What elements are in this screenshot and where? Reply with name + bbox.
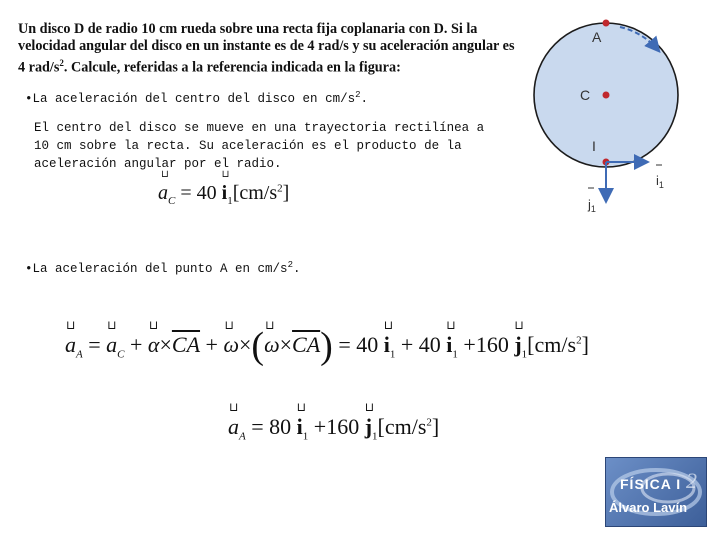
label-j1: $j_1$ — [588, 197, 596, 214]
equation-center-acceleration: ⊔ $a_C = 40$ ⊔ $i_1[cm/s^2]$ — [158, 169, 290, 207]
bullet-icon: • — [25, 92, 33, 107]
problem-line-2: velocidad angular del disco en un instante es de 4 rad/s y su aceleración angular es — [18, 38, 515, 54]
section-point-heading: •La aceleración del punto A en $cm/s^2$. — [25, 260, 301, 277]
equation-point-acceleration-result: ⊔ $a_A = 80$ ⊔ $i_1 +160$ ⊔ $j_1[cm/s^2]$ — [228, 400, 440, 443]
bullet-icon: • — [25, 262, 33, 277]
label-c: C — [580, 87, 591, 103]
label-i: I — [592, 138, 596, 154]
center-explanation: El centro del disco se mueve en una trayectoria rectilínea a 10 cm sobre la recta. Su aceleración es el producto de la aceleración angular por el radio. — [34, 121, 485, 171]
course-logo — [605, 457, 707, 527]
problem-statement — [18, 21, 533, 77]
problem-line-1: Un disco D de radio 10 cm rueda sobre una recta fija coplanaria con D. Si la — [18, 21, 478, 37]
equation-point-acceleration: ⊔ $a_A$ = ⊔ $a_C$ + ⊔ $\alpha\times\overline{CA}$ + ⊔ ω×( ⊔ $\omega\times\overline{CA}) = 40$ ⊔ $i_1 + 40$ ⊔ $i_1 +160$ ⊔ $j_1[cm/s^2]$ — [65, 318, 589, 367]
svg-text:2: 2 — [686, 468, 697, 493]
disk-figure — [528, 10, 720, 222]
logo-line-2: Álvaro Lavín — [609, 500, 688, 515]
label-i1: $i_1$ — [656, 173, 664, 190]
problem-line-3: 4 rad/$s^2$. Calcule, referidas a la referencia indicada en la figura: — [18, 58, 401, 76]
logo-line-1: FÍSICA I — [620, 476, 682, 492]
section-center-heading: •La aceleración del centro del disco en $cm/s^2$. — [25, 90, 368, 107]
label-a: A — [592, 29, 602, 45]
point-a — [603, 20, 610, 27]
point-c — [603, 92, 610, 99]
